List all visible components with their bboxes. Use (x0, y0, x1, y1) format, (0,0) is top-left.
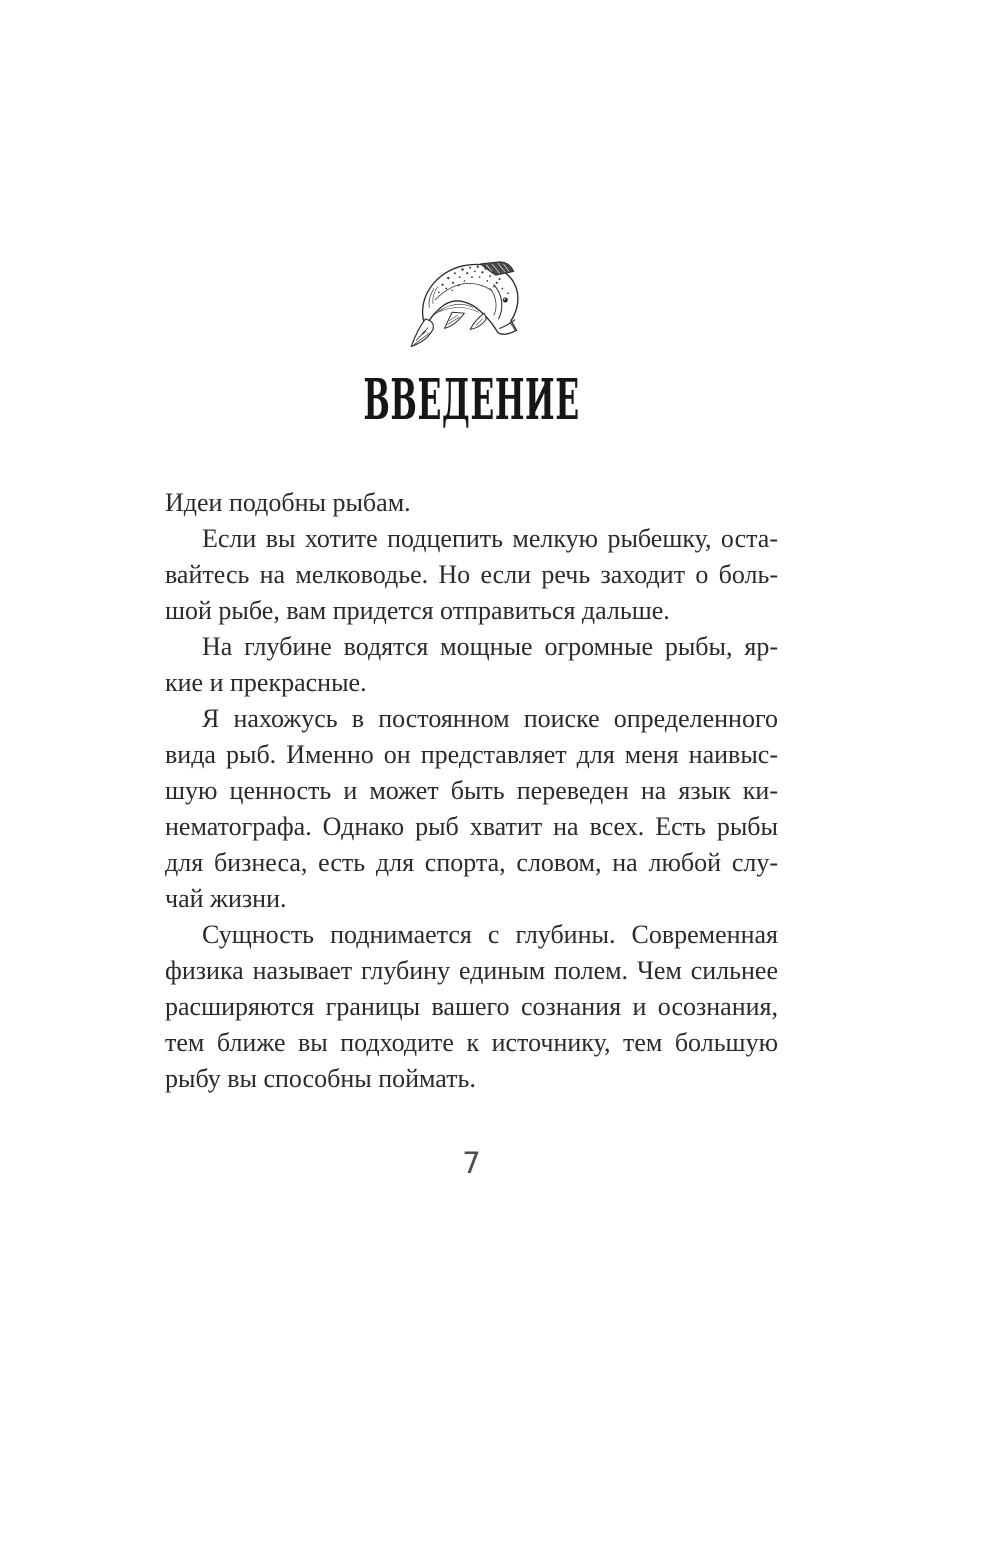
text-line: для бизнеса, есть для спорта, словом, на любой слу- (165, 848, 778, 877)
text-line: рыбу вы способны поймать. (165, 1064, 476, 1093)
fish-icon (410, 260, 534, 355)
book-page (0, 260, 987, 1560)
chapter-heading: ВВЕДЕНИЕ (363, 367, 580, 433)
text-line: Если вы хотите подцепить мелкую рыбешку, оста- (202, 524, 778, 553)
text-line: Идеи подобны рыбам. (165, 488, 411, 517)
text-line: чай жизни. (165, 884, 287, 913)
text-line: вайтесь на мелководье. Но если речь заходит о боль- (165, 560, 778, 589)
text-line: вида рыб. Именно он представляет для меня наивыс- (165, 740, 778, 769)
text-line: шой рыбе, вам придется отправиться дальше. (165, 596, 670, 625)
text-block (165, 485, 778, 1097)
text-line: шую ценность и может быть переведен на язык ки- (165, 776, 778, 805)
page-content (165, 260, 778, 1179)
page-number: 7 (462, 1146, 481, 1180)
text-line: расширяются границы вашего сознания и осознания, (165, 992, 778, 1021)
text-line: Сущность поднимается с глубины. Современная (202, 920, 778, 949)
fish-illustration (410, 260, 534, 355)
text-line: кие и прекрасные. (165, 668, 367, 697)
text-line: На глубине водятся мощные огромные рыбы, яр- (202, 632, 778, 661)
text-line: физика называет глубину единым полем. Чем сильнее (165, 956, 778, 985)
text-line: тем ближе вы подходите к источнику, тем большую (165, 1028, 778, 1057)
text-line: нематографа. Однако рыб хватит на всех. Есть рыбы (165, 812, 778, 841)
text-line: Я нахожусь в постоянном поиске определенного (202, 704, 778, 733)
